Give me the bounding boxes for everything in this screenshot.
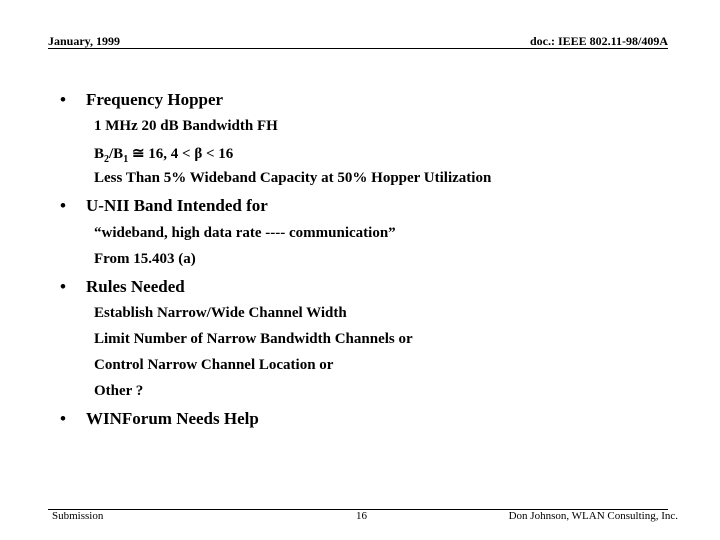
bullet-title: U-NII Band Intended for <box>86 196 268 215</box>
sub-item: “wideband, high data rate ---- communication” <box>94 225 396 241</box>
ratio-b: B <box>94 146 105 162</box>
sub-item: 1 MHz 20 dB Bandwidth FH <box>94 118 278 134</box>
sub-item: Limit Number of Narrow Bandwidth Channels or <box>94 331 413 347</box>
ratio-b1-sub: 1 <box>123 154 129 165</box>
footer-submission: Submission <box>52 510 104 522</box>
footer-author: Don Johnson, WLAN Consulting, Inc. <box>508 510 678 522</box>
bullet-winforum <box>60 409 259 429</box>
bullet-rules-needed <box>60 277 185 297</box>
sub-item: From 15.403 (a) <box>94 251 196 267</box>
sub-item: Less Than 5% Wideband Capacity at 50% Hopper Utilization <box>94 170 492 186</box>
bullet-frequency-hopper <box>60 90 223 110</box>
bullet-icon: • <box>60 196 66 215</box>
bullet-title: Frequency Hopper <box>86 90 224 109</box>
bullet-title: Rules Needed <box>86 277 185 296</box>
header-rule <box>48 48 668 49</box>
ratio-rest: ≅ 16, 4 < β < 16 <box>128 146 234 162</box>
header-doc-id: doc.: IEEE 802.11-98/409A <box>529 34 668 48</box>
bullet-title: WINForum Needs Help <box>86 409 259 428</box>
ratio-slash-b: /B <box>109 146 124 162</box>
footer-page-number: 16 <box>356 510 367 522</box>
sub-item: Other ? <box>94 383 144 399</box>
ratio-b2-sub: 2 <box>104 154 110 165</box>
sub-item: Establish Narrow/Wide Channel Width <box>94 305 347 321</box>
sub-item-bandwidth-ratio <box>94 144 233 165</box>
bullet-icon: • <box>60 409 66 428</box>
bullet-unii-band <box>60 196 268 216</box>
header-date: January, 1999 <box>48 34 121 48</box>
bullet-icon: • <box>60 277 66 296</box>
sub-item: Control Narrow Channel Location or <box>94 357 334 373</box>
bullet-icon: • <box>60 90 66 109</box>
